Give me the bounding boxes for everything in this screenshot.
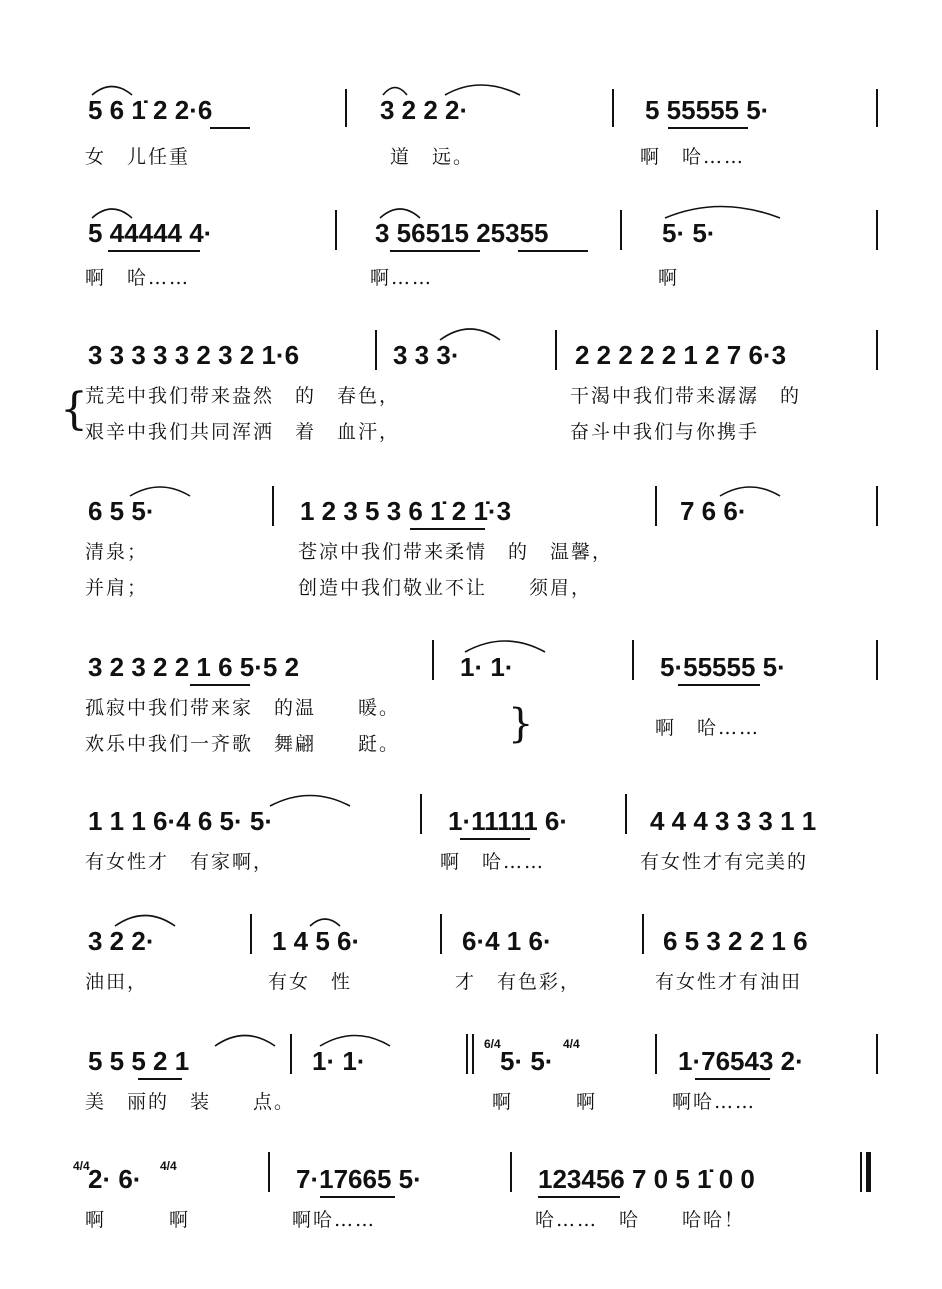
notes-measure: 5 6 1̇ 2 2·6 bbox=[88, 95, 213, 125]
notes-measure: 1·76543 2· bbox=[678, 1046, 804, 1076]
lyrics-line: 干渴中我们带来潺潺 的 bbox=[570, 385, 802, 407]
lyrics-line: 啊 哈…… bbox=[655, 717, 761, 739]
time-signature: 6/4 bbox=[484, 1037, 501, 1051]
notes-measure: 1 1 1 6·4 6 5· 5· bbox=[88, 806, 273, 836]
notes-measure: 3 56515 25355 bbox=[375, 218, 549, 248]
lyrics-line: 啊…… bbox=[370, 267, 434, 289]
notes-measure: 5 44444 4· bbox=[88, 218, 213, 248]
lyrics-line: 荒芜中我们带来盎然 的 春色， bbox=[85, 385, 401, 407]
lyrics-line: 有女性才有油田 bbox=[655, 971, 803, 993]
notes-measure: 123456 7 0 5 1̇ 0 0 bbox=[538, 1164, 755, 1194]
notes-measure: 7 6 6· bbox=[680, 496, 747, 526]
notes-measure: 3 3 3· bbox=[393, 340, 460, 370]
notes-measure: 3 2 3 2 2 1 6 5·5 2 bbox=[88, 652, 300, 682]
notes-measure: 1· 1· bbox=[460, 652, 514, 682]
notes-measure: 5· 5· bbox=[662, 218, 716, 248]
lyrics-line: 油田， bbox=[85, 971, 149, 993]
notes-measure: 3 2 2· bbox=[88, 926, 155, 956]
lyrics-line: 苍凉中我们带来柔情 的 温馨， bbox=[298, 541, 614, 563]
lyrics-line: 啊 哈…… bbox=[640, 146, 746, 168]
lyrics-line: 女 儿任重 bbox=[85, 146, 191, 168]
notes-measure: 6 5 3 2 2 1 6 bbox=[663, 926, 808, 956]
notes-measure: 1·11111 6· bbox=[448, 806, 569, 836]
lyrics-line: 啊 啊 bbox=[492, 1091, 598, 1113]
lyrics-line: 啊 哈…… bbox=[440, 851, 546, 873]
lyrics-line: 才 有色彩， bbox=[455, 971, 582, 993]
lyrics-line: 有女 性 bbox=[268, 971, 353, 993]
time-signature: 4/4 bbox=[73, 1159, 90, 1173]
lyrics-line: 清泉； bbox=[85, 541, 149, 563]
lyrics-line: 啊哈…… bbox=[292, 1209, 377, 1231]
notes-measure: 1 4 5 6· bbox=[272, 926, 361, 956]
lyrics-line: 有女性才有完美的 bbox=[640, 851, 809, 873]
notes-measure: 4 4 4 3 3 3 1 1 bbox=[650, 806, 817, 836]
notes-measure: 2 2 2 2 2 1 2 7 6·3 bbox=[575, 340, 787, 370]
lyrics-line: 艰辛中我们共同浑洒 着 血汗， bbox=[85, 421, 401, 443]
notes-measure: 1· 1· bbox=[312, 1046, 366, 1076]
notes-measure: 5·55555 5· bbox=[660, 652, 786, 682]
notes-measure: 5· 5· bbox=[500, 1046, 554, 1076]
lyrics-line: 有女性才 有家啊， bbox=[85, 851, 275, 873]
notes-measure: 2· 6· bbox=[88, 1164, 142, 1194]
notes-measure: 6·4 1 6· bbox=[462, 926, 552, 956]
notes-measure: 5 5 5 2 1 bbox=[88, 1046, 190, 1076]
lyrics-line: 啊哈…… bbox=[672, 1091, 757, 1113]
lyrics-line: 孤寂中我们带来家 的温 暖。 bbox=[85, 697, 401, 719]
notes-measure: 5 55555 5· bbox=[645, 95, 770, 125]
time-signature: 4/4 bbox=[160, 1159, 177, 1173]
lyrics-brace: { bbox=[60, 384, 90, 435]
lyrics-line: 啊 啊 bbox=[85, 1209, 191, 1231]
lyrics-line: 哈…… 哈 哈哈！ bbox=[535, 1209, 746, 1231]
lyrics-line: 欢乐中我们一齐歌 舞翩 跹。 bbox=[85, 733, 401, 755]
lyrics-line: 奋斗中我们与你携手 bbox=[570, 421, 760, 443]
notes-measure: 7·17665 5· bbox=[296, 1164, 422, 1194]
notes-measure: 1 2 3 5 3 6 1̇ 2 1̇·3 bbox=[300, 496, 512, 526]
notes-measure: 3 3 3 3 3 2 3 2 1·6 bbox=[88, 340, 300, 370]
lyrics-line: 创造中我们敬业不让 须眉， bbox=[298, 577, 593, 599]
lyrics-brace: } bbox=[508, 701, 536, 747]
time-signature: 4/4 bbox=[563, 1037, 580, 1051]
lyrics-line: 啊 哈…… bbox=[85, 267, 191, 289]
lyrics-line: 道 远。 bbox=[390, 146, 475, 168]
lyrics-line: 啊 bbox=[658, 267, 680, 289]
notes-measure: 3 2 2 2· bbox=[380, 95, 469, 125]
notes-measure: 6 5 5· bbox=[88, 496, 155, 526]
lyrics-line: 并肩； bbox=[85, 577, 149, 599]
lyrics-line: 美 丽的 装 点。 bbox=[85, 1091, 296, 1113]
